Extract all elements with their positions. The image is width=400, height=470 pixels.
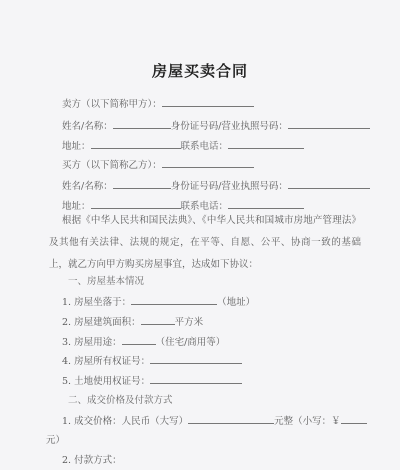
section-2-heading: 二、成交价格及付款方式 — [68, 395, 173, 406]
item-1-label: 1. 房屋坐落于： — [62, 297, 132, 308]
buyer-heading-blank — [162, 157, 254, 168]
item-1-blank — [131, 294, 217, 305]
seller-heading-row — [62, 96, 254, 110]
buyer-heading: 买方（以下简称乙方）： — [62, 160, 162, 171]
item-4-label: 4. 房屋所有权证号： — [62, 356, 151, 367]
seller-address-label: 地址： — [62, 141, 91, 152]
item-2-label: 2. 房屋建筑面积： — [62, 317, 141, 328]
seller-heading-blank — [162, 96, 254, 107]
buyer-name-row — [62, 178, 370, 192]
buyer-name-label: 姓名/名称： — [62, 181, 113, 192]
buyer-phone-blank — [228, 198, 304, 209]
seller-address-row — [62, 138, 304, 152]
buyer-id-blank — [288, 178, 370, 189]
price-row — [62, 413, 367, 427]
seller-id-blank — [288, 118, 370, 129]
buyer-phone-label: 联系电话： — [180, 201, 229, 212]
seller-id-label: 身份证号码/营业执照号码： — [170, 121, 288, 132]
section-1-heading: 一、房屋基本情况 — [68, 276, 145, 287]
buyer-address-blank — [91, 198, 181, 209]
price-end-row — [46, 432, 65, 446]
item-3-blank — [122, 334, 156, 345]
seller-name-label: 姓名/名称： — [62, 121, 113, 132]
seller-name-blank — [113, 118, 171, 129]
item-5-row — [62, 373, 242, 387]
item-5-label: 5. 土地使用权证号： — [62, 376, 151, 387]
buyer-name-blank — [113, 178, 171, 189]
page-title: 房屋买卖合同 — [151, 62, 248, 80]
seller-phone-blank — [228, 138, 304, 149]
seller-heading: 卖方（以下简称甲方）： — [62, 99, 162, 110]
payment-row — [62, 452, 122, 466]
seller-phone-label: 联系电话： — [180, 141, 229, 152]
item-5-blank — [150, 373, 242, 384]
item-2-row — [62, 314, 203, 328]
price-words-blank — [188, 413, 274, 424]
item-4-blank — [150, 353, 242, 364]
item-2-blank — [141, 314, 175, 325]
item-1-suffix: （地址） — [217, 297, 256, 308]
price-mid: 元整（小写：￥ — [274, 416, 341, 427]
seller-name-row — [62, 118, 370, 132]
item-3-row — [62, 334, 225, 348]
item-4-row — [62, 353, 242, 367]
preamble-paragraph: 根据《中华人民共和国民法典》、《中华人民共和国城市房地产管理法》及其他有关法律、法规的规定，在平等、自愿、公平、协商一致的基础上，就乙方向甲方购买房屋事宜，达成如下协议： — [49, 215, 361, 270]
price-number-blank — [341, 413, 367, 424]
price-end: 元） — [46, 435, 66, 446]
buyer-id-label: 身份证号码/营业执照号码： — [170, 181, 288, 192]
seller-address-blank — [91, 138, 181, 149]
buyer-address-label: 地址： — [62, 201, 91, 212]
price-label: 1. 成交价格：人民币（大写） — [62, 416, 189, 427]
item-3-label: 3. 房屋用途： — [62, 337, 122, 348]
item-3-suffix: （住宅/商用等） — [155, 337, 226, 348]
buyer-heading-row — [62, 157, 254, 171]
payment-label: 2. 付款方式： — [62, 455, 122, 466]
item-1-row — [62, 294, 255, 308]
item-2-suffix: 平方米 — [174, 317, 204, 328]
